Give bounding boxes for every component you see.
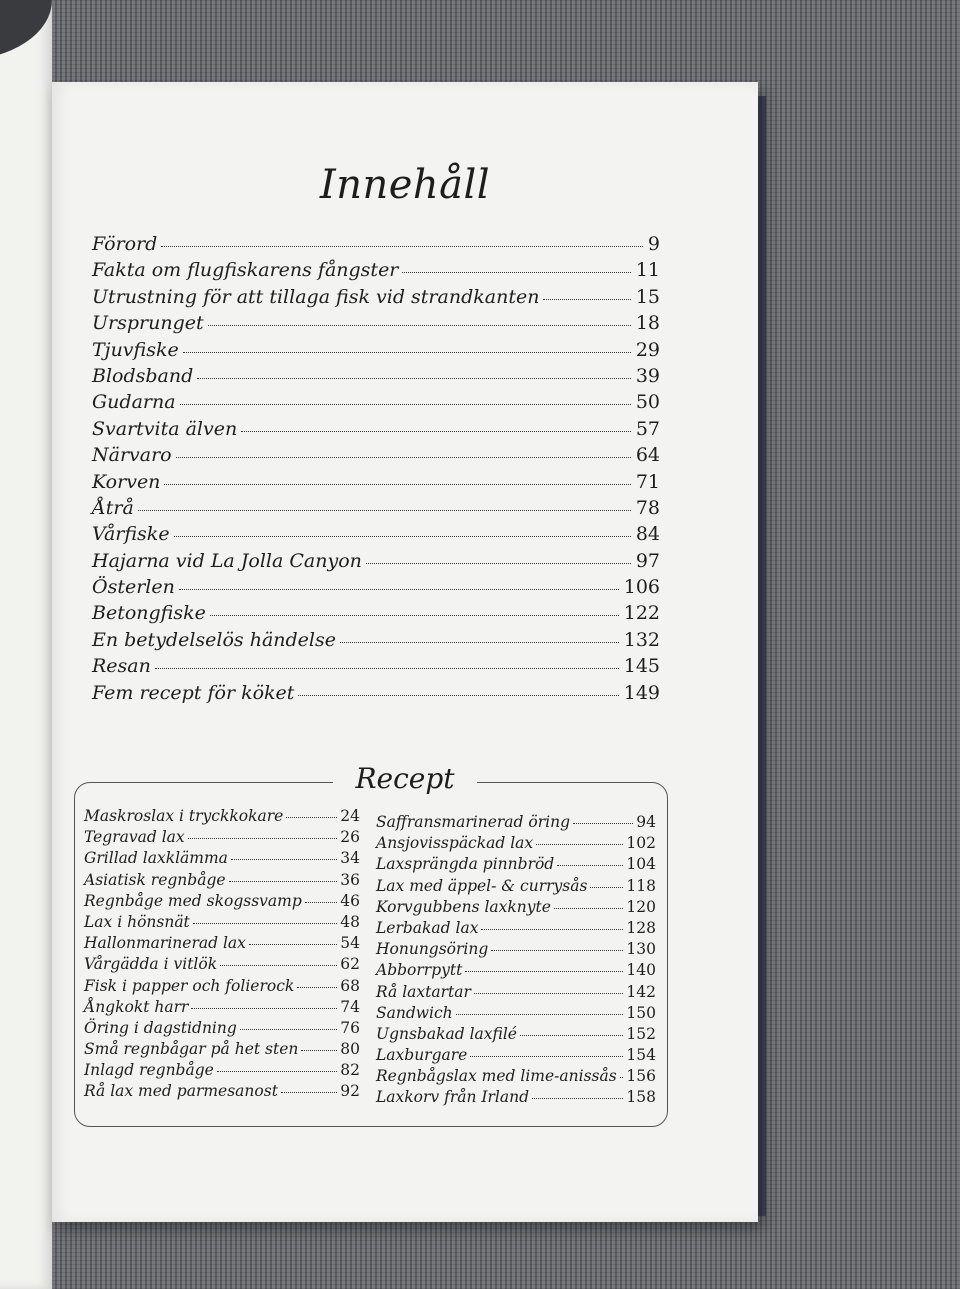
- dot-leader: [217, 1071, 337, 1072]
- recipe-entry-label: Laxburgare: [376, 1046, 468, 1065]
- recipe-entry-page: 82: [340, 1061, 360, 1080]
- toc-entry-page: 149: [623, 681, 660, 704]
- toc-entry: [92, 286, 660, 312]
- recipe-entry-page: 68: [340, 976, 360, 995]
- dot-leader: [138, 510, 631, 511]
- toc-entry-page: 78: [635, 496, 660, 519]
- recipe-entry-page: 156: [626, 1067, 656, 1086]
- recipe-entry-page: 142: [626, 982, 656, 1001]
- toc-entry: [92, 418, 660, 444]
- dot-leader: [286, 817, 337, 818]
- dot-leader: [161, 246, 643, 247]
- toc-entry-page: 9: [647, 233, 660, 255]
- page-stack-edge: [758, 96, 766, 1216]
- recipe-entry-label: Ugnsbakad laxfilé: [376, 1024, 517, 1043]
- toc-entry-label: Svartvita älven: [92, 417, 238, 440]
- toc-entry-page: 64: [635, 444, 660, 467]
- recipe-entry-label: Abborrpytt: [376, 961, 463, 980]
- recipe-entry-page: 158: [626, 1088, 656, 1107]
- dot-leader: [465, 971, 623, 972]
- dot-leader: [164, 484, 630, 485]
- dot-leader: [554, 908, 623, 909]
- recipe-entry-label: Laxkorv från Irland: [376, 1088, 530, 1107]
- dot-leader: [193, 923, 337, 924]
- recipe-entry-page: 62: [340, 955, 360, 974]
- recipe-entry: [376, 919, 656, 940]
- recipe-entry: [84, 913, 360, 934]
- dot-leader: [481, 929, 623, 930]
- dot-leader: [241, 431, 631, 432]
- recipe-entry: [376, 1025, 656, 1046]
- recipe-entry: [84, 998, 360, 1019]
- left-page-edge: [0, 0, 52, 1289]
- recipe-entry: [84, 871, 360, 892]
- toc-entry: [92, 391, 660, 417]
- recipe-entry-label: Ångkokt harr: [84, 997, 189, 1016]
- recipe-entry-label: Lax i hönsnät: [84, 912, 190, 931]
- recipe-entry: [84, 1019, 360, 1040]
- recipe-list-left: [84, 807, 360, 1104]
- recipe-entry-page: 104: [626, 855, 656, 874]
- toc-entry-page: 39: [635, 364, 660, 387]
- toc-entry-label: Närvaro: [92, 444, 172, 467]
- recipe-entry: [376, 813, 656, 834]
- toc-entry-page: 57: [635, 417, 660, 440]
- recipe-entry-page: 76: [340, 1018, 360, 1037]
- recipe-entry-page: 152: [626, 1024, 656, 1043]
- recipe-entry: [376, 961, 656, 982]
- recipe-entry: [84, 1082, 360, 1103]
- recipe-entry-label: Sandwich: [376, 1003, 453, 1022]
- dot-leader: [240, 1029, 337, 1030]
- dot-leader: [231, 859, 337, 860]
- toc-entry-page: 145: [623, 655, 660, 678]
- recipe-entry-label: Saffransmarinerad öring: [376, 813, 570, 831]
- dot-leader: [573, 823, 633, 824]
- recipe-entry-page: 130: [626, 940, 656, 959]
- recipe-entry: [376, 1046, 656, 1067]
- toc-entry-page: 97: [635, 549, 660, 572]
- recipe-entry-label: Inlagd regnbåge: [84, 1061, 214, 1080]
- recipe-entry: [376, 834, 656, 855]
- toc-entry: [92, 365, 660, 391]
- dot-leader: [557, 865, 623, 866]
- recipe-entry-page: 48: [340, 912, 360, 931]
- dot-leader: [229, 881, 338, 882]
- toc-entry: [92, 259, 660, 285]
- recipe-entry-label: Asiatisk regnbåge: [84, 870, 226, 889]
- toc-entry-label: Utrustning för att tillaga fisk vid strandkanten: [92, 285, 540, 308]
- toc-entry-label: Hajarna vid La Jolla Canyon: [92, 549, 362, 572]
- toc-entry-page: 106: [623, 576, 660, 599]
- dot-leader: [520, 1035, 623, 1036]
- toc-entry-label: Ursprunget: [92, 312, 204, 335]
- dot-leader: [491, 950, 623, 951]
- dot-leader: [183, 352, 631, 353]
- recipe-entry: [376, 898, 656, 919]
- recipe-entry-label: Öring i dagstidning: [84, 1018, 237, 1037]
- recipe-entry: [84, 892, 360, 913]
- recipe-entry-page: 74: [340, 997, 360, 1016]
- dot-leader: [197, 378, 631, 379]
- dot-leader: [402, 272, 630, 273]
- dot-leader: [297, 987, 337, 988]
- recipe-entry: [84, 1061, 360, 1082]
- dot-leader: [298, 695, 618, 696]
- recipe-entry-page: 46: [340, 891, 360, 910]
- recipe-entry-label: Korvgubbens laxknyte: [376, 897, 551, 916]
- dot-leader: [191, 1008, 337, 1009]
- recipe-entry-label: Regnbåge med skogssvamp: [84, 891, 302, 910]
- toc-entry-label: Österlen: [92, 576, 175, 599]
- recipe-entry: [376, 940, 656, 961]
- recipe-entry: [376, 1088, 656, 1109]
- toc-entry-label: Fem recept för köket: [92, 681, 295, 704]
- dot-leader: [366, 563, 631, 564]
- toc-entry: [92, 523, 660, 549]
- toc-entry: [92, 682, 660, 708]
- recipe-entry-label: Hallonmarinerad lax: [84, 934, 246, 953]
- toc-entry-label: Fakta om flugfiskarens fångster: [92, 259, 399, 282]
- toc-entry-label: Blodsband: [92, 364, 194, 387]
- toc-entry: [92, 444, 660, 470]
- toc-entry-label: Tjuvfiske: [92, 338, 179, 361]
- toc-entry-page: 11: [635, 259, 660, 282]
- recipe-entry-page: 150: [626, 1003, 656, 1022]
- dot-leader: [590, 887, 623, 888]
- dot-leader: [174, 536, 631, 537]
- toc-entry: [92, 576, 660, 602]
- toc-entry: [92, 233, 660, 259]
- recipe-entry-label: Ansjovisspäckad lax: [376, 834, 534, 853]
- toc-entry-label: Åtrå: [92, 496, 134, 519]
- toc-entry-label: Resan: [92, 655, 151, 678]
- dot-leader: [301, 1050, 337, 1051]
- dot-leader: [456, 1014, 624, 1015]
- dot-leader: [180, 404, 631, 405]
- toc-entry-label: Förord: [92, 233, 158, 255]
- toc-entry: [92, 497, 660, 523]
- recipe-entry-label: Fisk i papper och folierock: [84, 976, 295, 995]
- recipe-entry-label: Regnbågslax med lime-anissås: [376, 1067, 617, 1086]
- recipe-section-title: [52, 762, 758, 795]
- recipe-entry-label: Maskroslax i tryckkokare: [84, 807, 284, 825]
- recipe-entry-page: 154: [626, 1046, 656, 1065]
- dot-leader: [536, 844, 623, 845]
- toc-entry-page: 29: [635, 338, 660, 361]
- recipe-entry-page: 34: [340, 849, 360, 868]
- toc-entry-page: 50: [635, 391, 660, 414]
- toc-entry: [92, 655, 660, 681]
- recipe-entry-page: 140: [626, 961, 656, 980]
- dot-leader: [543, 299, 630, 300]
- toc-entry: [92, 602, 660, 628]
- recipe-entry: [84, 849, 360, 870]
- recipe-entry-label: Grillad laxklämma: [84, 849, 228, 868]
- dot-leader: [179, 589, 619, 590]
- recipe-entry-label: Tegravad lax: [84, 828, 185, 847]
- recipe-entry-page: 26: [340, 828, 360, 847]
- recipe-list-right: [376, 813, 656, 1110]
- dot-leader: [532, 1098, 623, 1099]
- recipe-entry-label: Rå lax med parmesanost: [84, 1082, 278, 1101]
- toc-entry: [92, 471, 660, 497]
- recipe-entry-page: 120: [626, 897, 656, 916]
- recipe-entry-label: Honungsöring: [376, 940, 489, 959]
- page-title: Innehåll: [319, 162, 491, 208]
- toc-entry-page: 84: [635, 523, 660, 546]
- recipe-entry: [84, 934, 360, 955]
- dot-leader: [305, 902, 337, 903]
- book-page: [52, 82, 758, 1222]
- recipe-entry-page: 118: [626, 876, 656, 895]
- dot-leader: [220, 965, 337, 966]
- recipe-entry: [376, 1067, 656, 1088]
- dot-leader: [208, 325, 631, 326]
- dot-leader: [470, 1056, 623, 1057]
- toc-entry-page: 71: [635, 470, 660, 493]
- toc-entry-label: Vårfiske: [92, 523, 170, 546]
- recipe-entry-page: 92: [340, 1082, 360, 1101]
- toc-entry-page: 18: [635, 312, 660, 335]
- recipe-entry-label: Små regnbågar på het sten: [84, 1040, 299, 1059]
- toc-entry-label: Korven: [92, 470, 161, 493]
- recipe-entry: [84, 1040, 360, 1061]
- toc-entry-label: En betydelselös händelse: [92, 628, 336, 651]
- dot-leader: [474, 993, 624, 994]
- dot-leader: [155, 668, 619, 669]
- recipe-entry: [84, 828, 360, 849]
- recipe-entry-page: 54: [340, 934, 360, 953]
- recipe-entry: [84, 977, 360, 998]
- recipe-entry: [376, 1004, 656, 1025]
- toc-entry-page: 15: [635, 285, 660, 308]
- dot-leader: [620, 1077, 624, 1078]
- toc-entry: [92, 550, 660, 576]
- dot-leader: [281, 1092, 337, 1093]
- toc-entry: [92, 312, 660, 338]
- recipe-entry-page: 102: [626, 834, 656, 853]
- recipe-entry-page: 36: [340, 870, 360, 889]
- toc-entry-label: Gudarna: [92, 391, 176, 414]
- toc-entry-page: 122: [623, 602, 660, 625]
- toc-entry: [92, 339, 660, 365]
- recipe-entry: [376, 983, 656, 1004]
- recipe-entry: [84, 807, 360, 828]
- dot-leader: [340, 642, 619, 643]
- recipe-entry-page: 80: [340, 1040, 360, 1059]
- dot-leader: [249, 944, 337, 945]
- toc-entry-label: Betongfiske: [92, 602, 206, 625]
- recipe-entry-label: Vårgädda i vitlök: [84, 955, 218, 974]
- recipe-entry-page: 128: [626, 918, 656, 937]
- toc-entry-page: 132: [623, 628, 660, 651]
- recipe-section-title-text: Recept: [333, 762, 476, 795]
- recipe-entry-label: Lax med äppel- & currysås: [376, 876, 588, 895]
- recipe-entry-page: 94: [636, 813, 656, 831]
- recipe-entry-label: Laxsprängda pinnbröd: [376, 855, 555, 874]
- table-of-contents: [92, 233, 660, 708]
- toc-entry: [92, 629, 660, 655]
- recipe-entry-label: Rå laxtartar: [376, 982, 471, 1001]
- recipe-entry-page: 24: [340, 807, 360, 825]
- recipe-entry: [376, 877, 656, 898]
- recipe-entry: [84, 955, 360, 976]
- dot-leader: [188, 838, 338, 839]
- recipe-entry-label: Lerbakad lax: [376, 918, 479, 937]
- recipe-entry: [376, 855, 656, 876]
- dot-leader: [176, 457, 631, 458]
- dot-leader: [210, 615, 619, 616]
